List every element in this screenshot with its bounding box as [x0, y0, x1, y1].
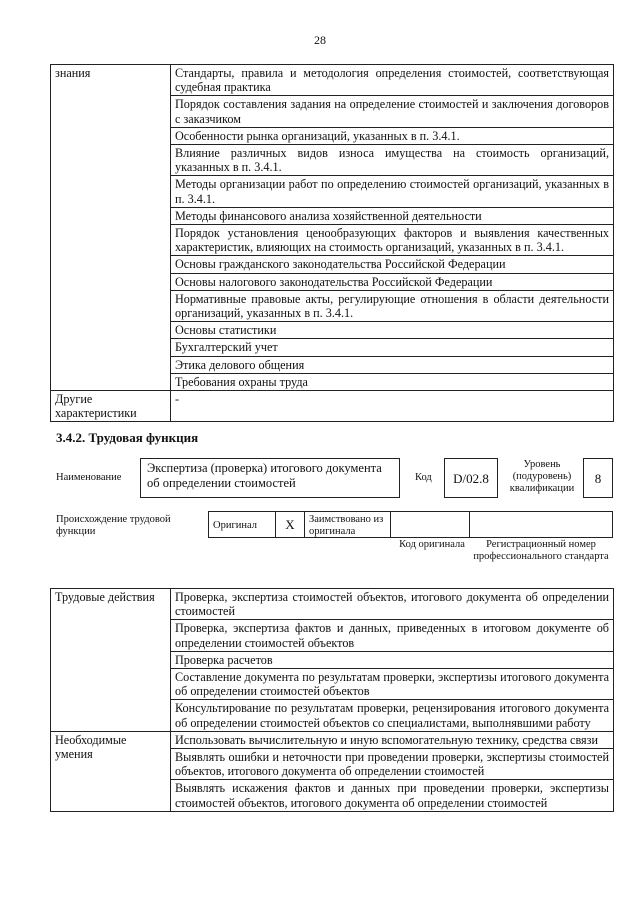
- level-label: Уровень (подуровень) квалификации: [509, 459, 575, 494]
- section-title: 3.4.2. Трудовая функция: [56, 430, 199, 445]
- reg-number-caption: Регистрационный номер профессионального стандарта: [473, 539, 609, 562]
- table-row: [51, 731, 614, 748]
- name-label: Наименование: [56, 472, 122, 483]
- qualification-level-box: 8: [583, 458, 613, 498]
- knowledge-item: Методы организации работ по определению стоимостей организаций, указанных в п. 3.4.1.: [171, 176, 614, 207]
- table-row: [51, 65, 614, 96]
- labor-action-item: Консультирование по результатам проверки, рецензирования итогового документа об определении стоимостей объектов со специалистами, выполнявшими работу: [171, 700, 614, 731]
- skill-item: Выявлять искажения фактов и данных при проведении проверки, экспертизы стоимостей объектов, итогового документа об определении стоимостей: [171, 780, 614, 811]
- knowledge-item: Стандарты, правила и методология определения стоимостей, соответствующая судебная практика: [171, 65, 614, 96]
- other-characteristics-label: Другие характеристики: [51, 391, 171, 422]
- origin-code-cell: [390, 511, 470, 538]
- function-code-box: D/02.8: [444, 458, 498, 498]
- knowledge-item: Основы статистики: [171, 322, 614, 339]
- page-number: 28: [314, 33, 326, 47]
- origin-label: Происхождение трудовой функции: [56, 514, 171, 537]
- knowledge-item: Требования охраны труда: [171, 373, 614, 390]
- code-label: Код: [415, 472, 432, 483]
- function-name-box: Экспертиза (проверка) итогового документа об определении стоимостей: [140, 458, 400, 498]
- skill-item: Выявлять ошибки и неточности при проведении проверки, экспертизы стоимостей объектов, итогового документа об определении стоимостей: [171, 749, 614, 780]
- knowledge-item: Нормативные правовые акты, регулирующие отношения в области деятельности организаций, указанных в п. 3.4.1.: [171, 290, 614, 321]
- required-skills-label: Необходимые умения: [51, 731, 171, 811]
- function-table: [50, 588, 614, 812]
- labor-action-item: Проверка, экспертиза стоимостей объектов, итогового документа об определении стоимостей: [171, 589, 614, 620]
- labor-action-item: Проверка расчетов: [171, 651, 614, 668]
- labor-action-item: Проверка, экспертиза фактов и данных, приведенных в итоговом документе об определении стоимостей объектов: [171, 620, 614, 651]
- knowledge-item: Порядок составления задания на определение стоимостей и заключения договоров с заказчиком: [171, 96, 614, 127]
- labor-action-item: Составление документа по результатам проверки, экспертизы итогового документа об определении стоимостей объектов: [171, 669, 614, 700]
- table-row: [51, 391, 614, 422]
- knowledge-table: [50, 64, 614, 422]
- original-mark: X: [275, 511, 305, 538]
- other-characteristics-value: -: [171, 391, 614, 422]
- labor-actions-label: Трудовые действия: [51, 589, 171, 732]
- knowledge-item: Основы гражданского законодательства Российской Федерации: [171, 256, 614, 273]
- knowledge-item: Бухгалтерский учет: [171, 339, 614, 356]
- reg-number-cell: [469, 511, 613, 538]
- knowledge-item: Методы финансового анализа хозяйственной деятельности: [171, 207, 614, 224]
- knowledge-item: Влияние различных видов износа имущества на стоимость организаций, указанных в п. 3.4.1.: [171, 145, 614, 176]
- knowledge-item: Порядок установления ценообразующих факторов и выявления качественных характеристик, влияющих на стоимость организаций, указанных в п. 3.4.1.: [171, 225, 614, 256]
- knowledge-label: знания: [51, 65, 171, 391]
- original-cell: Оригинал: [208, 511, 276, 538]
- knowledge-item: Этика делового общения: [171, 356, 614, 373]
- knowledge-item: Основы налогового законодательства Российской Федерации: [171, 273, 614, 290]
- borrowed-cell: Заимствовано из оригинала: [304, 511, 391, 538]
- table-row: [51, 589, 614, 620]
- origin-code-caption: Код оригинала: [399, 539, 465, 550]
- knowledge-item: Особенности рынка организаций, указанных в п. 3.4.1.: [171, 127, 614, 144]
- skill-item: Использовать вычислительную и иную вспомогательную технику, средства связи: [171, 731, 614, 748]
